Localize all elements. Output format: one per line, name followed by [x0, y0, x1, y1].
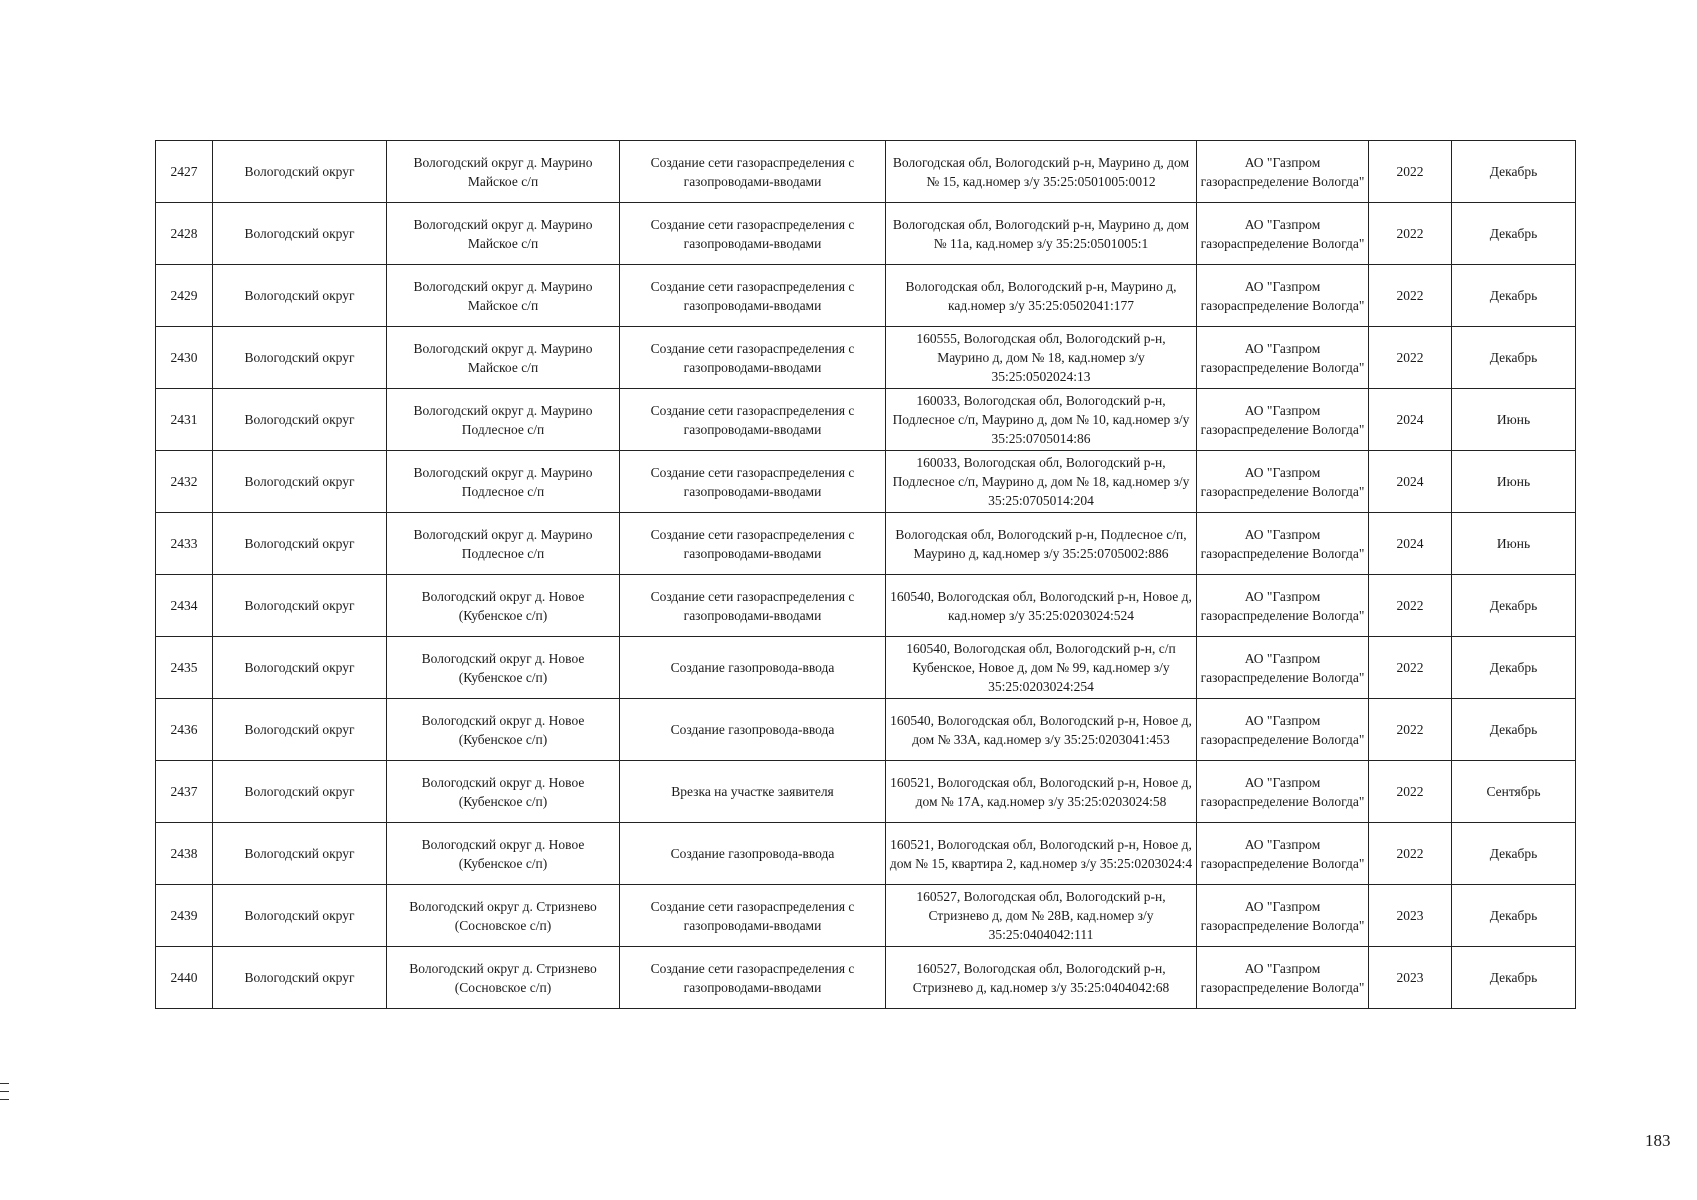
month-cell: Декабрь [1452, 141, 1576, 203]
month-cell: Декабрь [1452, 947, 1576, 1009]
month-cell: Декабрь [1452, 575, 1576, 637]
year-cell: 2022 [1369, 699, 1452, 761]
table-row [156, 513, 1576, 575]
locality-cell: Вологодский округ д. Маурино Подлесное с/п [387, 513, 620, 575]
address-cell: 160521, Вологодская обл, Вологодский р-н, Новое д, дом № 15, квартира 2, кад.номер з/у 35:25:0203024:4 [886, 823, 1197, 885]
address-cell: Вологодская обл, Вологодский р-н, Маурино д, кад.номер з/у 35:25:0502041:177 [886, 265, 1197, 327]
row-number: 2433 [156, 513, 213, 575]
year-cell: 2023 [1369, 885, 1452, 947]
row-number: 2430 [156, 327, 213, 389]
locality-cell: Вологодский округ д. Новое (Кубенское с/п) [387, 823, 620, 885]
row-number: 2438 [156, 823, 213, 885]
year-cell: 2024 [1369, 451, 1452, 513]
organization-cell: АО "Газпром газораспределение Вологда" [1197, 823, 1369, 885]
table-row [156, 265, 1576, 327]
district-cell: Вологодский округ [213, 513, 387, 575]
data-table [155, 140, 1576, 1009]
month-cell: Декабрь [1452, 699, 1576, 761]
table-row [156, 327, 1576, 389]
month-cell: Сентябрь [1452, 761, 1576, 823]
locality-cell: Вологодский округ д. Стризнево (Сосновское с/п) [387, 947, 620, 1009]
month-cell: Июнь [1452, 389, 1576, 451]
table-row [156, 823, 1576, 885]
district-cell: Вологодский округ [213, 761, 387, 823]
address-cell: 160540, Вологодская обл, Вологодский р-н, с/п Кубенское, Новое д, дом № 99, кад.номер з/у 35:25:0203024:254 [886, 637, 1197, 699]
row-number: 2436 [156, 699, 213, 761]
work-type-cell: Создание сети газораспределения с газопроводами-вводами [620, 947, 886, 1009]
organization-cell: АО "Газпром газораспределение Вологда" [1197, 513, 1369, 575]
address-cell: 160527, Вологодская обл, Вологодский р-н, Стризнево д, дом № 28В, кад.номер з/у 35:25:0404042:111 [886, 885, 1197, 947]
locality-cell: Вологодский округ д. Маурино Майское с/п [387, 265, 620, 327]
row-number: 2439 [156, 885, 213, 947]
address-cell: 160540, Вологодская обл, Вологодский р-н, Новое д, дом № 33А, кад.номер з/у 35:25:0203041:453 [886, 699, 1197, 761]
work-type-cell: Создание сети газораспределения с газопроводами-вводами [620, 513, 886, 575]
organization-cell: АО "Газпром газораспределение Вологда" [1197, 389, 1369, 451]
district-cell: Вологодский округ [213, 575, 387, 637]
row-number: 2428 [156, 203, 213, 265]
row-number: 2437 [156, 761, 213, 823]
table-body [156, 141, 1576, 1009]
table-row [156, 885, 1576, 947]
work-type-cell: Создание сети газораспределения с газопроводами-вводами [620, 327, 886, 389]
address-cell: Вологодская обл, Вологодский р-н, Маурино д, дом № 11а, кад.номер з/у 35:25:0501005:1 [886, 203, 1197, 265]
table-row [156, 575, 1576, 637]
year-cell: 2022 [1369, 575, 1452, 637]
locality-cell: Вологодский округ д. Маурино Подлесное с/п [387, 451, 620, 513]
work-type-cell: Создание сети газораспределения с газопроводами-вводами [620, 141, 886, 203]
address-cell: 160540, Вологодская обл, Вологодский р-н, Новое д, кад.номер з/у 35:25:0203024:524 [886, 575, 1197, 637]
month-cell: Июнь [1452, 451, 1576, 513]
locality-cell: Вологодский округ д. Маурино Майское с/п [387, 203, 620, 265]
table-row [156, 637, 1576, 699]
address-cell: Вологодская обл, Вологодский р-н, Подлесное с/п, Маурино д, кад.номер з/у 35:25:0705002:886 [886, 513, 1197, 575]
locality-cell: Вологодский округ д. Маурино Подлесное с/п [387, 389, 620, 451]
month-cell: Декабрь [1452, 637, 1576, 699]
locality-cell: Вологодский округ д. Маурино Майское с/п [387, 141, 620, 203]
work-type-cell: Создание сети газораспределения с газопроводами-вводами [620, 885, 886, 947]
table-row [156, 947, 1576, 1009]
organization-cell: АО "Газпром газораспределение Вологда" [1197, 575, 1369, 637]
year-cell: 2022 [1369, 141, 1452, 203]
address-cell: 160555, Вологодская обл, Вологодский р-н, Маурино д, дом № 18, кад.номер з/у 35:25:0502024:13 [886, 327, 1197, 389]
row-number: 2435 [156, 637, 213, 699]
table-row [156, 451, 1576, 513]
work-type-cell: Создание газопровода-ввода [620, 699, 886, 761]
year-cell: 2024 [1369, 389, 1452, 451]
row-number: 2431 [156, 389, 213, 451]
organization-cell: АО "Газпром газораспределение Вологда" [1197, 451, 1369, 513]
locality-cell: Вологодский округ д. Новое (Кубенское с/п) [387, 699, 620, 761]
year-cell: 2022 [1369, 637, 1452, 699]
table-row [156, 389, 1576, 451]
organization-cell: АО "Газпром газораспределение Вологда" [1197, 699, 1369, 761]
month-cell: Декабрь [1452, 885, 1576, 947]
year-cell: 2023 [1369, 947, 1452, 1009]
address-cell: 160033, Вологодская обл, Вологодский р-н, Подлесное с/п, Маурино д, дом № 10, кад.номер з/у 35:25:0705014:86 [886, 389, 1197, 451]
locality-cell: Вологодский округ д. Маурино Майское с/п [387, 327, 620, 389]
address-cell: Вологодская обл, Вологодский р-н, Маурино д, дом № 15, кад.номер з/у 35:25:0501005:0012 [886, 141, 1197, 203]
table-row [156, 699, 1576, 761]
district-cell: Вологодский округ [213, 637, 387, 699]
organization-cell: АО "Газпром газораспределение Вологда" [1197, 203, 1369, 265]
year-cell: 2022 [1369, 327, 1452, 389]
locality-cell: Вологодский округ д. Стризнево (Сосновское с/п) [387, 885, 620, 947]
row-number: 2427 [156, 141, 213, 203]
year-cell: 2022 [1369, 265, 1452, 327]
organization-cell: АО "Газпром газораспределение Вологда" [1197, 265, 1369, 327]
work-type-cell: Создание сети газораспределения с газопроводами-вводами [620, 265, 886, 327]
organization-cell: АО "Газпром газораспределение Вологда" [1197, 761, 1369, 823]
organization-cell: АО "Газпром газораспределение Вологда" [1197, 327, 1369, 389]
organization-cell: АО "Газпром газораспределение Вологда" [1197, 141, 1369, 203]
organization-cell: АО "Газпром газораспределение Вологда" [1197, 885, 1369, 947]
address-cell: 160033, Вологодская обл, Вологодский р-н, Подлесное с/п, Маурино д, дом № 18, кад.номер з/у 35:25:0705014:204 [886, 451, 1197, 513]
district-cell: Вологодский округ [213, 265, 387, 327]
month-cell: Декабрь [1452, 823, 1576, 885]
month-cell: Июнь [1452, 513, 1576, 575]
address-cell: 160521, Вологодская обл, Вологодский р-н, Новое д, дом № 17А, кад.номер з/у 35:25:0203024:58 [886, 761, 1197, 823]
work-type-cell: Создание сети газораспределения с газопроводами-вводами [620, 389, 886, 451]
district-cell: Вологодский округ [213, 823, 387, 885]
year-cell: 2022 [1369, 823, 1452, 885]
locality-cell: Вологодский округ д. Новое (Кубенское с/п) [387, 575, 620, 637]
locality-cell: Вологодский округ д. Новое (Кубенское с/п) [387, 761, 620, 823]
table-row [156, 761, 1576, 823]
district-cell: Вологодский округ [213, 389, 387, 451]
work-type-cell: Врезка на участке заявителя [620, 761, 886, 823]
work-type-cell: Создание газопровода-ввода [620, 823, 886, 885]
locality-cell: Вологодский округ д. Новое (Кубенское с/п) [387, 637, 620, 699]
year-cell: 2024 [1369, 513, 1452, 575]
district-cell: Вологодский округ [213, 451, 387, 513]
year-cell: 2022 [1369, 761, 1452, 823]
district-cell: Вологодский округ [213, 947, 387, 1009]
district-cell: Вологодский округ [213, 327, 387, 389]
row-number: 2432 [156, 451, 213, 513]
work-type-cell: Создание сети газораспределения с газопроводами-вводами [620, 203, 886, 265]
month-cell: Декабрь [1452, 265, 1576, 327]
table-row [156, 203, 1576, 265]
address-cell: 160527, Вологодская обл, Вологодский р-н, Стризнево д, кад.номер з/у 35:25:0404042:68 [886, 947, 1197, 1009]
district-cell: Вологодский округ [213, 141, 387, 203]
month-cell: Декабрь [1452, 327, 1576, 389]
organization-cell: АО "Газпром газораспределение Вологда" [1197, 947, 1369, 1009]
organization-cell: АО "Газпром газораспределение Вологда" [1197, 637, 1369, 699]
table-row [156, 141, 1576, 203]
page-number: 183 [1645, 1131, 1671, 1150]
year-cell: 2022 [1369, 203, 1452, 265]
district-cell: Вологодский округ [213, 885, 387, 947]
row-number: 2429 [156, 265, 213, 327]
work-type-cell: Создание сети газораспределения с газопроводами-вводами [620, 575, 886, 637]
work-type-cell: Создание газопровода-ввода [620, 637, 886, 699]
row-number: 2440 [156, 947, 213, 1009]
district-cell: Вологодский округ [213, 699, 387, 761]
month-cell: Декабрь [1452, 203, 1576, 265]
edge-marks [0, 1083, 9, 1107]
work-type-cell: Создание сети газораспределения с газопроводами-вводами [620, 451, 886, 513]
row-number: 2434 [156, 575, 213, 637]
district-cell: Вологодский округ [213, 203, 387, 265]
